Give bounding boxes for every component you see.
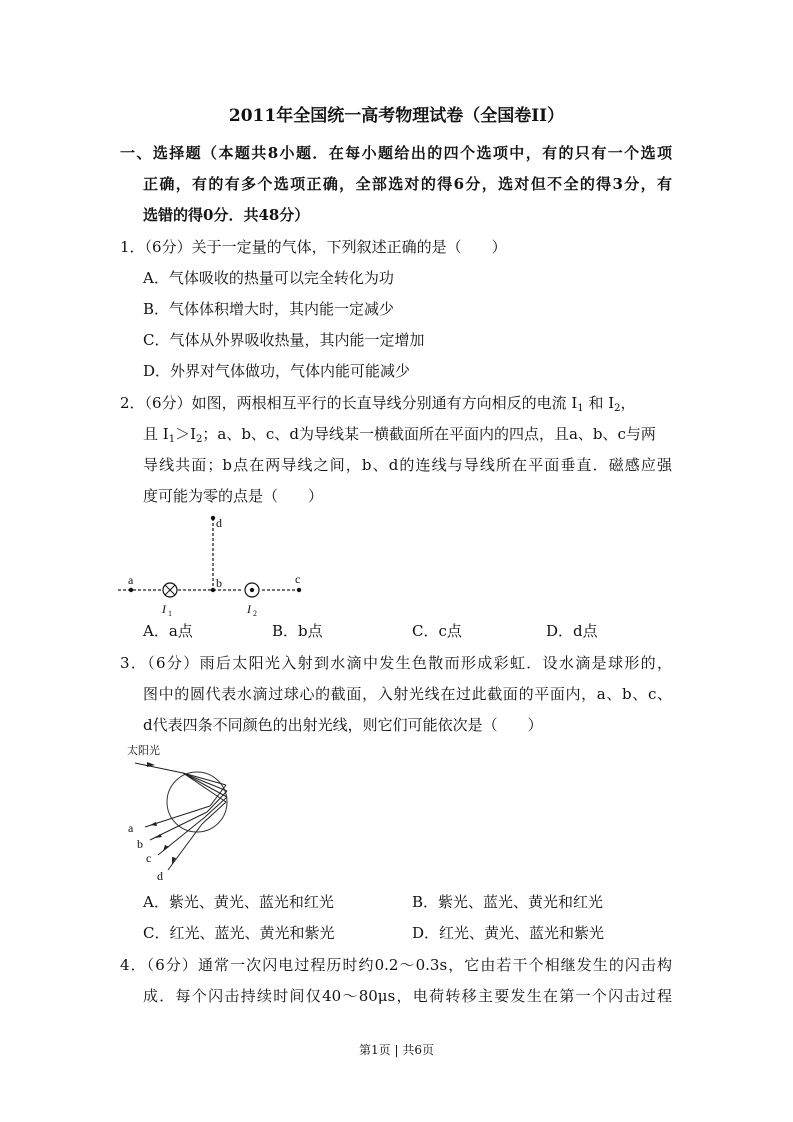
section-heading-line: 一、选择题（本题共8小题．在每小题给出的四个选项中，有的只有一个选项 [120, 144, 672, 162]
question-1-option: A．气体吸收的热量可以完全转化为功 [143, 269, 394, 287]
subscript: 1 [168, 434, 176, 445]
raindrop-figure [110, 740, 240, 890]
question-2-option: C．c点 [412, 622, 462, 640]
subscript: 2 [614, 403, 621, 414]
label-a: a [128, 573, 134, 587]
question-2-stem-line [143, 424, 656, 444]
label-c: c [146, 851, 152, 865]
question-2-stem-line: 导线共面；b点在两导线之间，b、d的连线与导线所在平面垂直．磁感应强 [143, 456, 672, 474]
subscript: 1 [577, 403, 584, 414]
question-3-option: A．紫光、黄光、蓝光和红光 [143, 893, 334, 911]
question-4-stem-line: 4．（6分）通常一次闪电过程历时约0.2～0.3s，它由若干个相继发生的闪击构 [120, 956, 672, 974]
text: ＞I [175, 425, 197, 443]
question-3-stem-line: 3．（6分）雨后太阳光入射到水滴中发生色散而形成彩虹．设水滴是球形的， [120, 654, 672, 672]
question-3-option: D．红光、黄光、蓝光和紫光 [412, 924, 605, 942]
section-heading-line: 正确，有的有多个选项正确，全部选对的得6分，选对但不全的得3分，有 [143, 175, 672, 193]
question-1-option: B．气体体积增大时，其内能一定减少 [143, 300, 395, 318]
label-c: c [295, 572, 301, 586]
question-3-option: B．紫光、蓝光、黄光和红光 [412, 893, 604, 911]
wires-figure [110, 505, 320, 625]
question-2-option: A．a点 [143, 622, 193, 640]
question-2-option: B．b点 [272, 622, 323, 640]
question-2-option: D．d点 [546, 622, 598, 640]
question-1-option: C．气体从外界吸收热量，其内能一定增加 [143, 331, 425, 349]
label-a: a [128, 821, 134, 835]
label-i2-sub: 2 [253, 609, 257, 618]
question-3-stem-line: d代表四条不同颜色的出射光线，则它们可能依次是（ ） [143, 716, 543, 734]
text: 和 I [583, 394, 615, 412]
question-1-stem: 1．（6分）关于一定量的气体，下列叙述正确的是（ ） [120, 238, 507, 256]
text: 且 I [143, 425, 169, 443]
question-1-option: D．外界对气体做功，气体内能可能减少 [143, 362, 411, 380]
question-2-stem-line: 度可能为零的点是（ ） [143, 487, 324, 505]
label-d: d [216, 516, 222, 530]
question-4-stem-line: 成．每个闪击持续时间仅40～80μs，电荷转移主要发生在第一个闪击过程 [143, 987, 672, 1005]
question-3-option: C．红光、蓝光、黄光和紫光 [143, 924, 335, 942]
subscript: 2 [196, 434, 203, 445]
page-title: 2011年全国统一高考物理试卷（全国卷II） [228, 106, 565, 126]
label-b: b [137, 837, 143, 851]
question-2-stem-line [120, 393, 636, 413]
section-heading-line: 选错的得0分．共48分） [143, 206, 310, 224]
page-footer: 第1页 | 共6页 [359, 1043, 434, 1057]
question-3-stem-line: 图中的圆代表水滴过球心的截面，入射光线在过此截面的平面内，a、b、c、 [143, 685, 672, 703]
label-d: d [157, 869, 163, 883]
label-i1-sub: 1 [168, 609, 172, 618]
text: ， [620, 394, 636, 412]
label-i2: I [247, 602, 251, 616]
label-b: b [216, 576, 222, 590]
text: 2．（6分）如图，两根相互平行的长直导线分别通有方向相反的电流 I [120, 394, 578, 412]
text: ；a、b、c、d为导线某一横截面所在平面内的四点，且a、b、c与两 [202, 425, 656, 443]
label-sunlight: 太阳光 [127, 745, 160, 757]
label-i1: I [162, 602, 166, 616]
